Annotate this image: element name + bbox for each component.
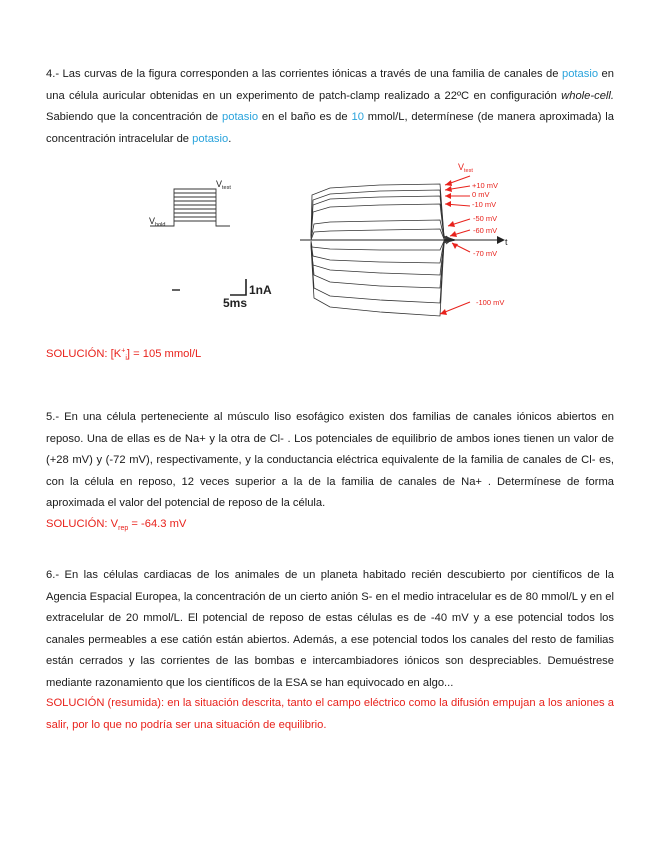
- keyword-potasio: potasio: [222, 111, 259, 123]
- keyword-potasio: potasio: [561, 68, 599, 80]
- concentration-value: 10: [351, 111, 364, 123]
- keyword-potasio: potasio: [192, 132, 229, 145]
- scale-bar: [230, 279, 246, 295]
- v-test-red-label: $V_{test}$: [458, 162, 473, 174]
- voltage-arrows: [440, 176, 470, 315]
- label-minus60: -60 mV: [473, 226, 498, 235]
- label-minus10: -10 mV: [472, 200, 497, 209]
- voltage-protocol: [150, 189, 230, 226]
- solution-4: SOLUCIÓN: $[K^+_i] = 105$ mmol/L: [46, 347, 202, 363]
- label-minus50: -50 mV: [473, 214, 498, 223]
- label-plus10: +10 mV: [472, 181, 499, 190]
- v-hold-label: $V_{hold}$: [149, 216, 166, 228]
- scale-current-label: 1nA: [249, 283, 272, 297]
- solution-5: SOLUCIÓN: $V_{rep} = -64.3$ mV: [46, 518, 187, 533]
- problem-6-text: 6.- En las células cardiacas de los animales de un planeta habitado recién descubierto por científicos de la Agencia Espacial Europea, la concentración de un cierto anión S- en el medio intracelular es de 80 mmol/L y en el extracelular de 20 mmol/L. El potencial de reposo de estas células es de -40 mV y a ese potencial todos los canales permeables a ese catión están abiertos. Además, a ese potencial todos los canales del resto de familias están cerrados y las corrientes de las bombas e intercambiadores iónicos son despreciables. Demuéstrese mediante razonamiento que los científicos de la ESA se han equivocado en algo...: [46, 569, 614, 689]
- patch-clamp-figure: [0, 155, 655, 335]
- label-0: 0 mV: [472, 190, 490, 199]
- problem-4-text: 4.- Las curvas de la figura corresponden a las corrientes iónicas a través de una familia de canales de potasio en una célula auricular obtenidas en un experimento de patch-clamp realizado a 22ºC en configuración whole-cell. Sabiendo que la concentración de potasio en el baño es de 10 mmol/L, determínese (de manera aproximada) la concentración intracelular de potasio.: [46, 68, 614, 145]
- problem-5-text: 5.- En una célula perteneciente al músculo liso esofágico existen dos familias de canales iónicos abiertos en reposo. Una de ellas es de Na+ y la otra de Cl- . Los potenciales de equilibrio de ambos iones tienen un valor de (+28 mV) y (-72 mV), respectivamente, y la conductancia eléctrica equivalente de la familia de canales de Cl- es, con la célula en reposo, 12 veces superior a la de la familia de canales de Na+ . Determínese de forma aproximada el valor del potencial de reposo de la célula.: [46, 411, 614, 509]
- time-axis-label: t: [505, 237, 508, 247]
- scale-time-label: 5ms: [223, 296, 248, 310]
- v-test-label: $V_{test}$: [216, 179, 231, 191]
- solution-6: SOLUCIÓN (resumida): en la situación descrita, tanto el campo eléctrico como la difusión empujan a los aniones a salir, por lo que no podría ser una situación de equilibrio.: [46, 697, 614, 731]
- label-minus70: -70 mV: [473, 249, 498, 258]
- label-minus100: -100 mV: [476, 298, 505, 307]
